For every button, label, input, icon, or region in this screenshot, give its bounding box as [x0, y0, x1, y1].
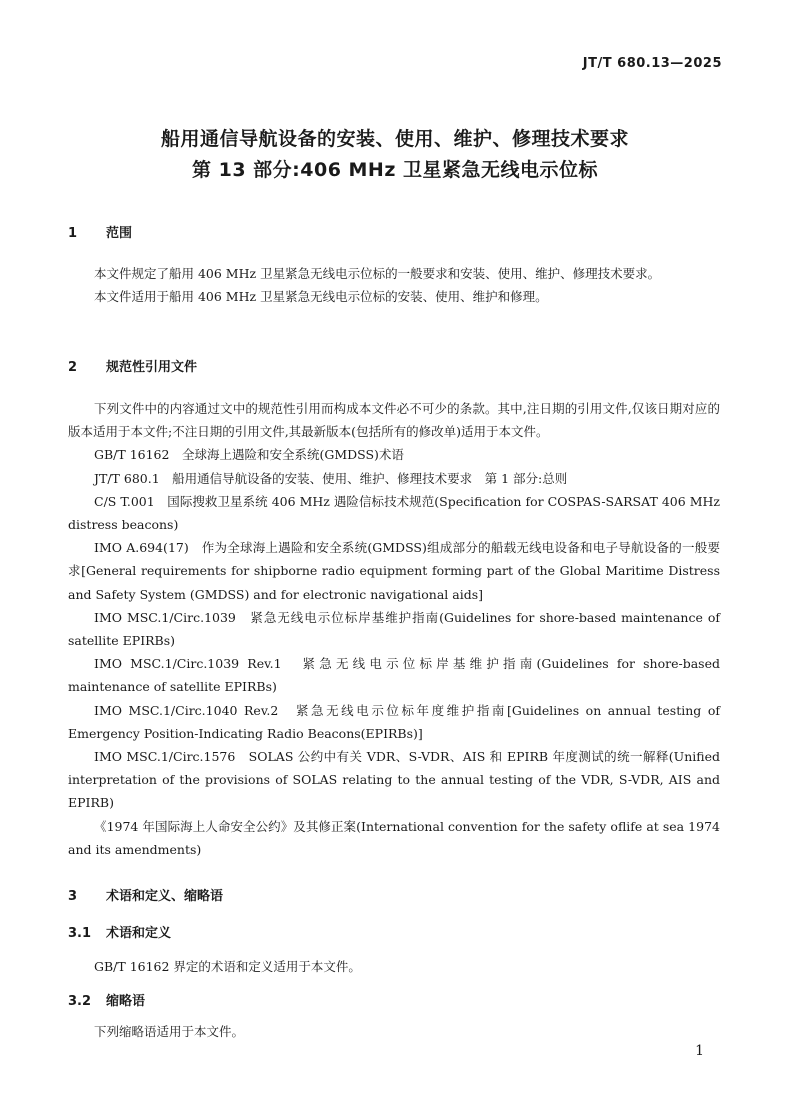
- section-2-heading: [68, 356, 197, 375]
- reference-item: GB/T 16162 全球海上遇险和安全系统(GMDSS)术语: [94, 447, 404, 463]
- paragraph: 下列文件中的内容通过文中的规范性引用而构成本文件必不可少的条款。其中,注日期的引用文件,仅该日期对应的版本适用于本文件;不注日期的引用文件,其最新版本(包括所有的修改单)适用于本文件。: [68, 401, 720, 440]
- section-title: 缩略语: [106, 994, 146, 1009]
- paragraph: 本文件规定了船用 406 MHz 卫星紧急无线电示位标的一般要求和安装、使用、维护、修理技术要求。: [94, 266, 661, 281]
- section-title: 术语和定义: [106, 926, 172, 941]
- section-number: 3.1: [68, 926, 92, 941]
- reference-item: IMO MSC.1/Circ.1576 SOLAS 公约中有关 VDR、S-VDR、AIS 和 EPIRB 年度测试的统一解释(Unified interpretation of the provisions of SOLAS relating to the annual testing of the VDR, S-VDR, AIS and EPIRB): [68, 749, 720, 811]
- section-title: 术语和定义、缩略语: [106, 889, 224, 904]
- reference-item: IMO A.694(17) 作为全球海上遇险和安全系统(GMDSS)组成部分的船载无线电设备和电子导航设备的一般要求[General requirements for shipborne radio equipment forming part of the Global Maritime Distress and Safety System (GMDSS) and for electronic navigational aids]: [68, 540, 720, 602]
- section-number: 2: [68, 360, 78, 375]
- reference-item: JT/T 680.1 船用通信导航设备的安装、使用、维护、修理技术要求 第 1 部分:总则: [94, 470, 568, 486]
- paragraph: 下列缩略语适用于本文件。: [94, 1024, 245, 1039]
- section-title: 范围: [106, 226, 133, 241]
- section-2-body: [68, 397, 720, 861]
- title-line-1: 船用通信导航设备的安装、使用、维护、修理技术要求: [160, 128, 629, 150]
- section-1-heading: [68, 222, 132, 241]
- subsection-3-1-body: [68, 955, 720, 978]
- subsection-3-1-heading: [68, 922, 171, 941]
- reference-item: 《1974 年国际海上人命安全公约》及其修正案(International convention for the safety oflife at sea 1974 and its amendments): [68, 818, 720, 857]
- reference-item: C/S T.001 国际搜救卫星系统 406 MHz 遇险信标技术规范(Specification for COSPAS-SARSAT 406 MHz distress beacons): [68, 493, 720, 533]
- section-title: 规范性引用文件: [106, 360, 198, 375]
- title-line-2: 第 13 部分:406 MHz 卫星紧急无线电示位标: [191, 159, 599, 181]
- section-3-heading: [68, 885, 223, 904]
- paragraph: GB/T 16162 界定的术语和定义适用于本文件。: [94, 959, 361, 974]
- reference-item: IMO MSC.1/Circ.1039 Rev.1 紧急无线电示位标岸基维护指南(Guidelines for shore-based maintenance of satellite EPIRBs): [68, 656, 720, 695]
- reference-item: IMO MSC.1/Circ.1040 Rev.2 紧急无线电示位标年度维护指南[Guidelines on annual testing of Emergency Position-Indicating Radio Beacons(EPIRBs)]: [68, 702, 720, 741]
- section-number: 1: [68, 226, 78, 241]
- section-number: 3.2: [68, 994, 92, 1009]
- reference-item: IMO MSC.1/Circ.1039 紧急无线电示位标岸基维护指南(Guidelines for shore-based maintenance of satellite EPIRBs): [68, 609, 720, 649]
- document-number: JT/T 680.13—2025: [582, 56, 722, 71]
- subsection-3-2-body: [68, 1020, 720, 1043]
- section-1-body: [68, 262, 720, 308]
- page-number: 1: [695, 1043, 704, 1059]
- section-number: 3: [68, 889, 78, 904]
- subsection-3-2-heading: [68, 990, 145, 1009]
- paragraph: 本文件适用于船用 406 MHz 卫星紧急无线电示位标的安装、使用、维护和修理。: [94, 289, 548, 305]
